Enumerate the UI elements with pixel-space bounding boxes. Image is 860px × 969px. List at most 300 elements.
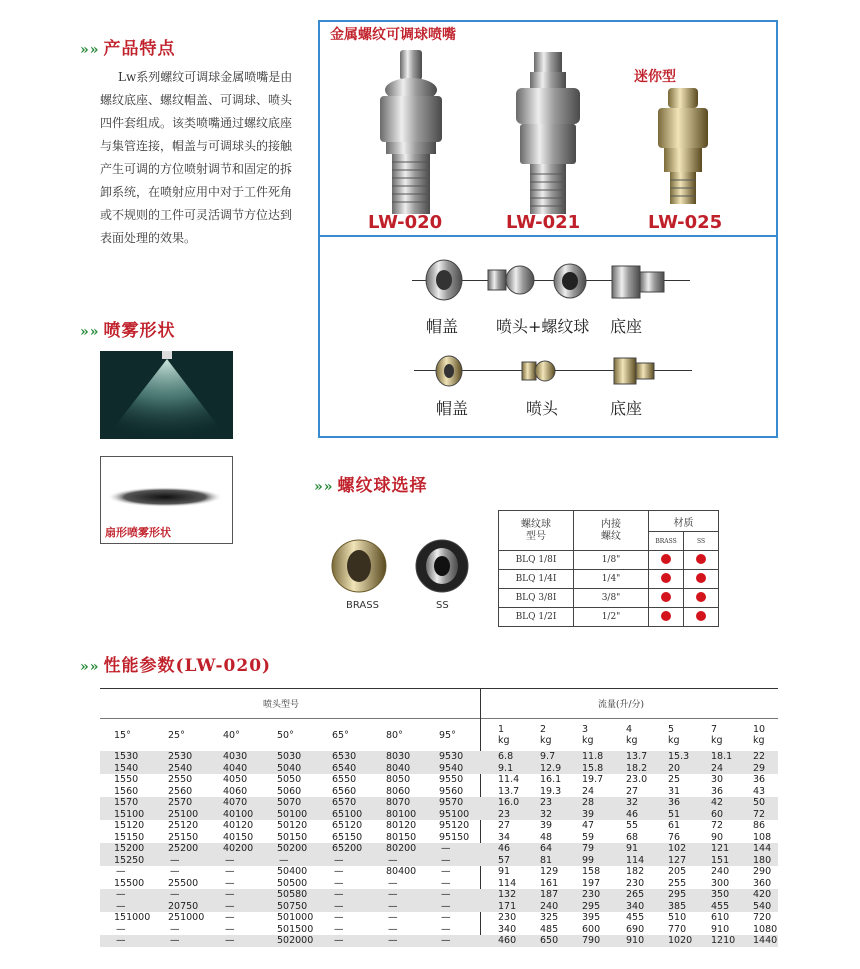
angle-header: 95° [439,730,456,741]
flow-value-cell: 770 [668,923,687,935]
pressure-value: 10 [753,724,766,735]
ball-model: BLQ 3/8I [499,589,574,608]
flow-value-cell: 295 [582,900,601,912]
spray-heading-text: 喷雾形状 [103,321,176,341]
nozzle-model-cell: — [225,877,235,889]
nozzle-model-cell: 1560 [114,785,139,797]
base-part-image [610,262,666,302]
ball-thread: 1/4" [574,570,649,589]
ball-model: BLQ 1/2I [499,608,574,627]
flow-value-cell: 230 [582,889,601,900]
pressure-value: 7 [711,724,718,735]
availability-cell [649,570,684,589]
available-dot-icon [661,592,671,602]
nozzle-ball-part-image [486,264,536,298]
table-row [100,889,778,901]
table-row [100,820,778,832]
nozzle-model-cell: 15100 [114,808,145,820]
availability-cell [649,608,684,627]
material-ss-header: SS [684,532,719,551]
nozzle-model-cell: — [388,912,398,923]
nozzle-model-cell: — [388,877,398,889]
col-header-material: 材质 [649,511,719,532]
nozzle-model-cell: — [334,923,344,935]
nozzle-model-cell: — [334,877,344,889]
flow-value-cell: 76 [668,831,681,843]
flow-value-cell: 610 [711,912,730,923]
flow-value-cell: 36 [668,797,681,808]
triple-chevron-icon: »» [314,479,334,495]
nozzle-model-cell: 65100 [332,808,363,820]
nozzle-model-cell: 15150 [114,831,145,843]
nozzle-model-cell: — [441,877,451,889]
nozzle-model-cell: — [441,912,451,923]
flow-value-cell: 485 [540,923,559,935]
nozzle-part-image [520,358,556,384]
table-row [100,924,778,936]
pressure-value: 2 [540,724,547,735]
flow-value-cell: 161 [540,877,559,889]
nozzle-model-cell: — [441,889,451,900]
flow-value-cell: 13.7 [626,751,648,762]
nozzle-model-cell: 40100 [223,808,254,820]
nozzle-model-cell: 15120 [114,820,145,831]
nozzle-model-cell: 2540 [168,762,193,774]
pressure-unit: kg [668,735,680,746]
nozzle-model-cell: 40200 [223,843,254,854]
pressure-unit: kg [626,735,638,746]
flow-value-cell: 27 [498,820,511,831]
flow-value-cell: 72 [753,808,766,820]
nozzle-lw021-image [500,46,600,226]
flow-value-cell: 61 [668,820,681,831]
nozzle-model-cell: — [388,935,398,946]
nozzle-model-cell: — [388,900,398,912]
flow-value-cell: 230 [498,912,517,923]
nozzle-model-cell: 2530 [168,751,193,762]
nozzle-model-cell: 25200 [168,843,199,854]
nozzle-model-cell: 1530 [114,751,139,762]
nozzle-model-cell: 6530 [332,751,357,762]
paragraph-line: 螺纹底座、螺纹帽盖、可调球、喷头 [100,93,293,107]
nozzle-model-cell: 50120 [277,820,308,831]
flow-value-cell: 99 [582,854,595,866]
angle-header: 50° [277,730,294,741]
table-row [499,570,719,589]
nozzle-model-cell: 4040 [223,762,248,774]
flow-value-cell: 46 [626,808,639,820]
table-row [100,901,778,913]
nozzle-model-cell: 15500 [114,877,145,889]
flow-value-cell: 180 [753,854,772,866]
nozzle-model-cell: 80400 [386,866,417,877]
product-box-title: 金属螺纹可调球喷嘴 [330,27,456,43]
flow-value-cell: 47 [582,820,595,831]
nozzle-model-cell: 5070 [277,797,302,808]
nozzle-model-cell: — [170,935,180,946]
pressure-value: 4 [626,724,633,735]
availability-cell [684,551,719,570]
nozzle-model-cell: 80120 [386,820,417,831]
flow-value-cell: 1210 [711,935,736,946]
nozzle-model-cell: 25120 [168,820,199,831]
flow-value-cell: 27 [626,785,639,797]
paragraph-line: 与集管连接，帽盖与可调球头的接触 [100,139,293,153]
thread-ball-heading [314,471,428,496]
nozzle-model-cell: 5060 [277,785,302,797]
nozzle-model-cell: 15250 [114,854,145,866]
flow-value-cell: 72 [711,820,724,831]
flow-value-cell: 197 [582,877,601,889]
nozzle-model-cell: — [170,889,180,900]
nozzle-model-cell: 6540 [332,762,357,774]
triple-chevron-icon: »» [80,42,100,58]
availability-cell [649,589,684,608]
spray-cone-image [100,351,233,439]
paragraph-line: 产生可调的方位喷射调节和固定的拆 [100,162,293,176]
nozzle-model-cell: 9540 [439,762,464,774]
nozzle-model-cell: — [170,854,180,866]
part-label: 底座 [610,399,643,418]
flow-value-cell: 420 [753,889,772,900]
nozzle-model-cell: 6560 [332,785,357,797]
availability-cell [684,570,719,589]
flow-value-cell: 48 [540,831,553,843]
nozzle-model-cell: — [388,854,398,866]
features-heading-text: 产品特点 [103,39,176,59]
table-row [499,608,719,627]
part-label: 帽盖 [426,317,459,336]
flow-value-cell: 132 [498,889,517,900]
available-dot-icon [661,611,671,621]
pressure-header [540,724,552,746]
nozzle-model-cell: 4070 [223,797,248,808]
pressure-unit: kg [753,735,765,746]
flow-value-cell: 23.0 [626,774,648,785]
pressure-unit: kg [540,735,552,746]
nozzle-model-cell: — [334,935,344,946]
flow-value-cell: 600 [582,923,601,935]
nozzle-model-cell: 501000 [277,912,314,923]
table-header-rule [100,718,778,719]
flow-value-cell: 240 [540,900,559,912]
flow-value-cell: 86 [753,820,766,831]
table-row [100,855,778,867]
flow-value-cell: 720 [753,912,772,923]
nozzle-model-cell: — [116,923,126,935]
nozzle-model-cell: 50200 [277,843,308,854]
spray-photo [100,351,233,439]
nozzle-model-cell: 50150 [277,831,308,843]
flow-value-cell: 32 [626,797,639,808]
paragraph-line: 表面处理的效果。 [100,231,197,245]
ball-material-label: SS [436,600,449,611]
table-row [100,763,778,775]
part-label: 帽盖 [436,399,469,418]
flow-value-cell: 13.7 [498,785,520,797]
nozzle-model-cell: 5030 [277,751,302,762]
material-brass-header: BRASS [649,532,684,551]
performance-heading [80,651,271,676]
flow-value-cell: 350 [711,889,730,900]
fan-spray-figure [100,456,233,544]
base-part-image [612,354,656,388]
flow-value-cell: 28 [582,797,595,808]
nozzle-model-cell: — [225,866,235,877]
spray-heading [80,316,176,341]
nozzle-model-cell: — [279,854,289,866]
pressure-header [582,724,594,746]
flow-value-cell: 39 [540,820,553,831]
nozzle-model-cell: — [116,900,126,912]
flow-value-cell: 1080 [753,923,778,935]
pressure-value: 3 [582,724,589,735]
nozzle-model-cell: — [441,854,451,866]
product-showcase-box [318,20,778,438]
nozzle-model-cell: 9560 [439,785,464,797]
nozzle-model-cell: — [334,854,344,866]
ball-thread: 1/2" [574,608,649,627]
flow-value-cell: 144 [753,843,772,854]
nozzle-model-cell: — [388,889,398,900]
nozzle-model-header: 喷头型号 [263,700,300,710]
pressure-unit: kg [498,735,510,746]
flow-value-cell: 25 [668,774,681,785]
flow-value-cell: 540 [753,900,772,912]
flow-value-cell: 43 [753,785,766,797]
nozzle-lw025-image [646,84,726,224]
flow-value-cell: 12.9 [540,762,562,774]
nozzle-model-cell: 1570 [114,797,139,808]
flow-value-cell: 325 [540,912,559,923]
flow-value-cell: 340 [498,923,517,935]
table-row [100,751,778,763]
nozzle-model-cell: — [334,900,344,912]
nozzle-model-cell: 95150 [439,831,470,843]
flow-value-cell: 15.3 [668,751,690,762]
nozzle-model-cell: — [441,935,451,946]
nozzle-model-cell: 65120 [332,820,363,831]
nozzle-model-cell: 251000 [168,912,205,923]
available-dot-icon [696,554,706,564]
nozzle-model-cell: 4060 [223,785,248,797]
flow-value-cell: 290 [753,866,772,877]
flow-value-cell: 16.1 [540,774,562,785]
nozzle-model-cell: — [441,900,451,912]
nozzle-model-cell: — [225,923,235,935]
flow-value-cell: 455 [626,912,645,923]
table-row [100,912,778,924]
nozzle-model-cell: — [225,889,235,900]
table-row [100,935,778,947]
flow-value-cell: 9.1 [498,762,514,774]
flow-value-cell: 24 [582,785,595,797]
pressure-header [498,724,510,746]
flow-value-cell: 36 [711,785,724,797]
nozzle-model-cell: — [116,935,126,946]
model-label: LW-020 [368,212,443,233]
model-label: LW-025 [648,212,723,233]
nozzle-model-cell: 65200 [332,843,363,854]
flow-value-cell: 790 [582,935,601,946]
thread-ball-heading-text: 螺纹球选择 [337,476,428,496]
nozzle-model-cell: — [441,866,451,877]
flow-value-cell: 455 [711,900,730,912]
flow-value-cell: 24 [711,762,724,774]
angle-header: 80° [386,730,403,741]
flow-value-cell: 114 [626,854,645,866]
col-header-model [499,511,574,551]
fan-spray-pattern-image [101,457,232,527]
nozzle-model-cell: 2550 [168,774,193,785]
features-paragraph [100,66,305,250]
ball-model: BLQ 1/4I [499,570,574,589]
nozzle-model-cell: 65150 [332,831,363,843]
flow-value-cell: 90 [711,831,724,843]
nozzle-model-cell: 9570 [439,797,464,808]
table-row [100,832,778,844]
available-dot-icon [696,573,706,583]
flow-rate-header: 流量(升/分) [598,700,645,710]
angle-header: 40° [223,730,240,741]
nozzle-model-cell: — [334,889,344,900]
nozzle-model-cell: 1550 [114,774,139,785]
header-text: 型号 [526,530,546,542]
fan-spray-caption: 扇形喷雾形状 [105,526,171,539]
flow-value-cell: 158 [582,866,601,877]
flow-value-cell: 18.1 [711,751,733,762]
flow-value-cell: 340 [626,900,645,912]
table-top-rule [100,688,778,689]
available-dot-icon [696,592,706,602]
flow-value-cell: 68 [626,831,639,843]
flow-value-cell: 19.7 [582,774,604,785]
flow-value-cell: 11.4 [498,774,520,785]
nozzle-model-cell: 151000 [114,912,151,923]
flow-value-cell: 9.7 [540,751,556,762]
flow-value-cell: 91 [498,866,511,877]
flow-value-cell: 50 [753,797,766,808]
flow-value-cell: 240 [711,866,730,877]
nozzle-model-cell: 50500 [277,877,308,889]
nozzle-model-cell: — [225,854,235,866]
brass-ball-image [330,538,388,594]
flow-value-cell: 255 [668,877,687,889]
flow-value-cell: 19.3 [540,785,562,797]
flow-value-cell: 510 [668,912,687,923]
nozzle-model-cell: 502000 [277,935,314,946]
nozzle-model-cell: — [116,866,126,877]
nozzle-model-cell: — [334,866,344,877]
nozzle-model-cell: 25100 [168,808,199,820]
nozzle-model-cell: 40150 [223,831,254,843]
table-row [100,797,778,809]
ball-thread: 1/8" [574,551,649,570]
nozzle-model-cell: 5050 [277,774,302,785]
model-label: LW-021 [506,212,581,233]
thread-ball-table [498,510,719,627]
flow-value-cell: 151 [711,854,730,866]
flow-value-cell: 265 [626,889,645,900]
pressure-unit: kg [711,735,723,746]
ss-ball-image [414,538,470,594]
flow-value-cell: 32 [540,808,553,820]
col-header-thread [574,511,649,551]
flow-value-cell: 31 [668,785,681,797]
nozzle-lw020-image [362,46,462,226]
nozzle-model-cell: 50100 [277,808,308,820]
flow-value-cell: 22 [753,751,766,762]
nozzle-model-cell: 8040 [386,762,411,774]
nozzle-model-cell: 80200 [386,843,417,854]
flow-value-cell: 102 [668,843,687,854]
available-dot-icon [696,611,706,621]
flow-value-cell: 91 [626,843,639,854]
nozzle-model-cell: 50400 [277,866,308,877]
nozzle-model-cell: — [170,923,180,935]
header-text: 螺纹球 [521,518,551,530]
nozzle-model-cell: 8060 [386,785,411,797]
nozzle-model-cell: 6550 [332,774,357,785]
performance-heading-text: 性能参数(LW-020) [103,656,272,676]
header-text: 螺纹 [601,530,621,542]
nozzle-model-cell: — [225,900,235,912]
part-label: 喷头+螺纹球 [496,317,590,336]
paragraph-line: 或不规则的工件可灵活调节方位达到 [100,208,293,222]
flow-value-cell: 295 [668,889,687,900]
nozzle-model-cell: — [441,843,451,854]
nozzle-model-cell: — [170,866,180,877]
flow-value-cell: 57 [498,854,511,866]
flow-value-cell: 129 [540,866,559,877]
triple-chevron-icon: »» [80,324,100,340]
header-text: 内接 [601,518,621,530]
table-row [100,843,778,855]
nozzle-model-cell: 9530 [439,751,464,762]
flow-value-cell: 39 [582,808,595,820]
nozzle-model-cell: 8050 [386,774,411,785]
flow-value-cell: 121 [711,843,730,854]
nozzle-model-cell: 95120 [439,820,470,831]
box-divider [320,235,776,237]
nozzle-model-cell: 80100 [386,808,417,820]
features-heading [80,34,176,59]
flow-value-cell: 36 [753,774,766,785]
performance-table [100,720,778,946]
flow-value-cell: 187 [540,889,559,900]
nozzle-model-cell: 4030 [223,751,248,762]
pressure-unit: kg [582,735,594,746]
flow-value-cell: 6.8 [498,751,514,762]
nozzle-model-cell: 4050 [223,774,248,785]
flow-value-cell: 23 [540,797,553,808]
nozzle-model-cell: 9550 [439,774,464,785]
nozzle-model-cell: 15200 [114,843,145,854]
nozzle-model-cell: 40120 [223,820,254,831]
mini-type-label: 迷你型 [634,69,676,85]
flow-value-cell: 360 [753,877,772,889]
nozzle-model-cell: — [225,935,235,946]
paragraph-line: Lw系列螺纹可调球金属喷嘴是由 [118,70,293,84]
angle-header: 15° [114,730,131,741]
flow-value-cell: 230 [626,877,645,889]
nozzle-model-cell: 2570 [168,797,193,808]
nozzle-model-cell: 2560 [168,785,193,797]
available-dot-icon [661,573,671,583]
part-label: 喷头 [526,399,559,418]
pressure-header [753,724,765,746]
table-row [499,589,719,608]
